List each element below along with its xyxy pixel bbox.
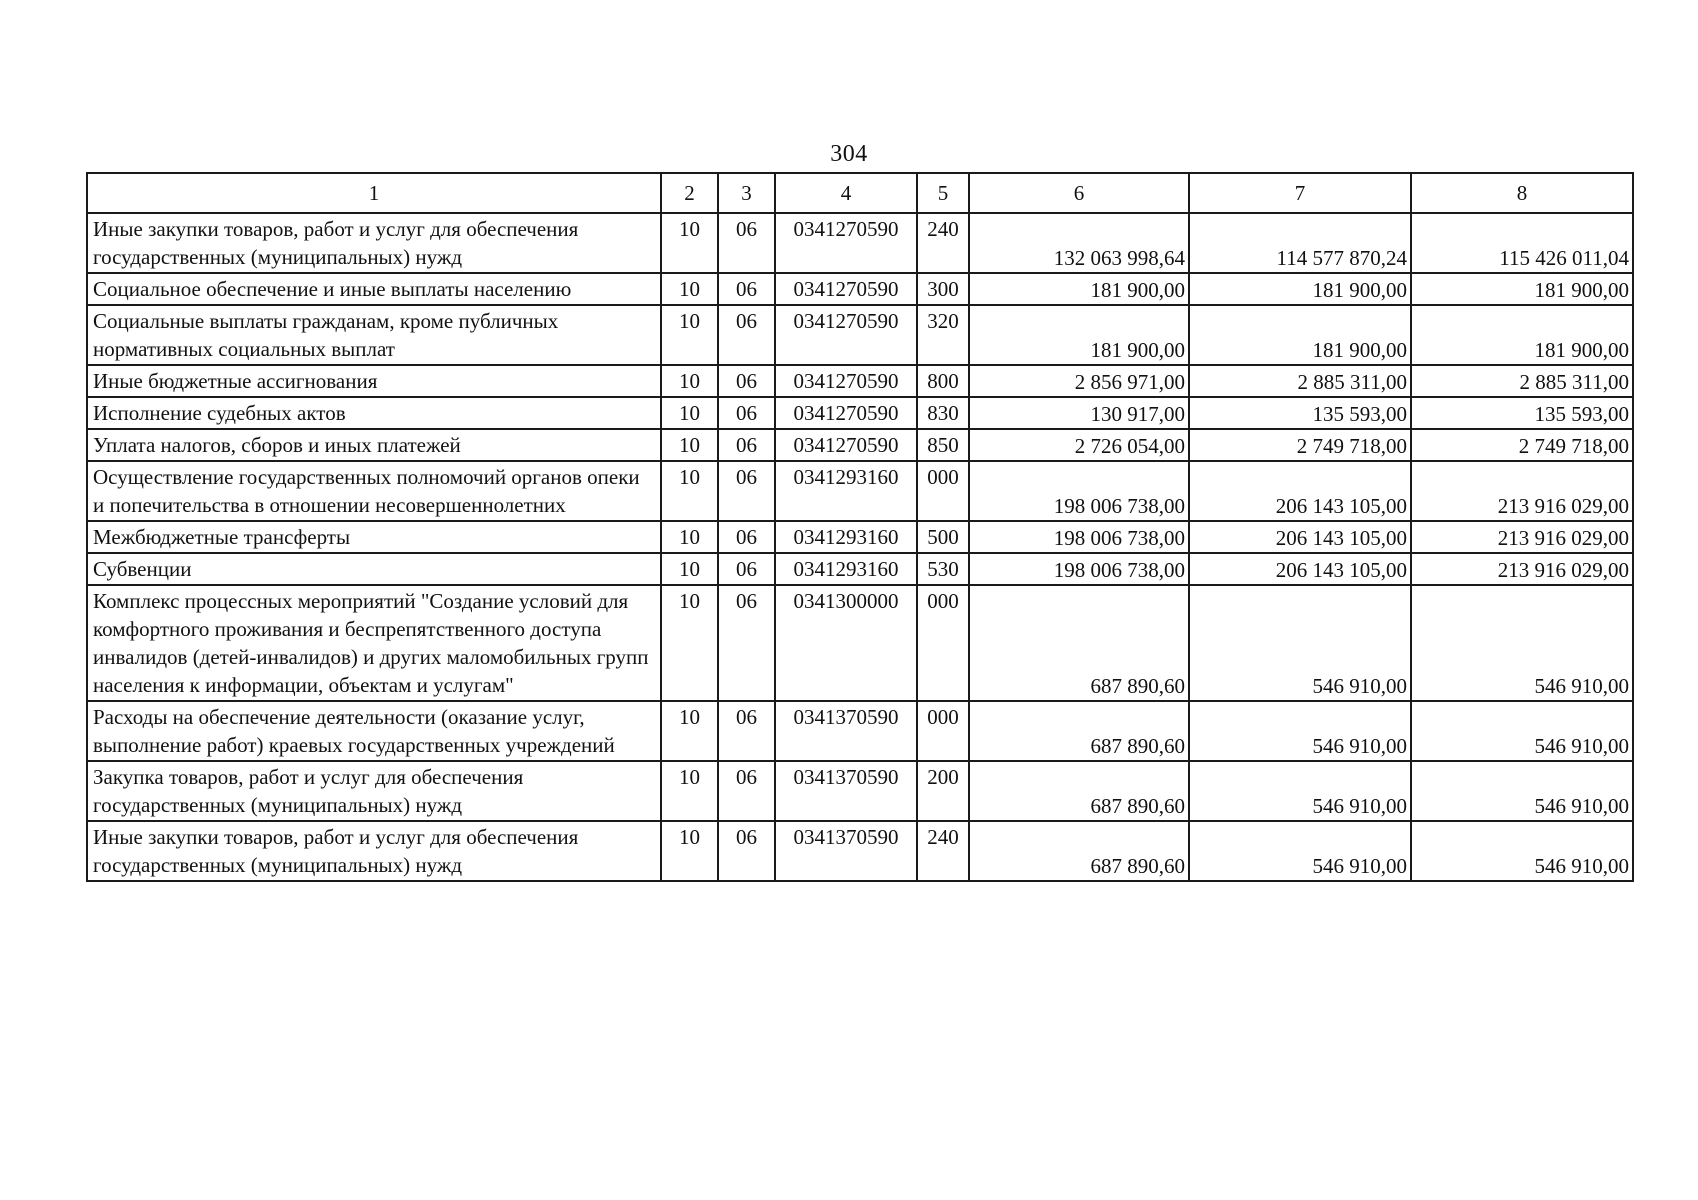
expense-type-code: 240 (917, 821, 969, 881)
section-code: 10 (661, 461, 718, 521)
target-article-code: 0341293160 (775, 553, 917, 585)
expense-type-code: 530 (917, 553, 969, 585)
amount-col-8: 546 910,00 (1411, 761, 1633, 821)
amount-col-6: 181 900,00 (969, 273, 1189, 305)
subsection-code: 06 (718, 273, 775, 305)
page-number: 304 (830, 141, 868, 167)
amount-col-8: 2 885 311,00 (1411, 365, 1633, 397)
subsection-code: 06 (718, 821, 775, 881)
amount-col-6: 687 890,60 (969, 761, 1189, 821)
table-row (87, 365, 1633, 397)
amount-col-8: 546 910,00 (1411, 821, 1633, 881)
row-name: Социальные выплаты гражданам, кроме публичных нормативных социальных выплат (87, 305, 661, 365)
section-code: 10 (661, 305, 718, 365)
column-header: 8 (1411, 173, 1633, 213)
expense-type-code: 800 (917, 365, 969, 397)
table-row (87, 305, 1633, 365)
target-article-code: 0341270590 (775, 273, 917, 305)
row-name: Субвенции (87, 553, 661, 585)
target-article-code: 0341270590 (775, 365, 917, 397)
subsection-code: 06 (718, 553, 775, 585)
row-name: Закупка товаров, работ и услуг для обеспечения государственных (муниципальных) нужд (87, 761, 661, 821)
target-article-code: 0341270590 (775, 429, 917, 461)
expense-type-code: 320 (917, 305, 969, 365)
amount-col-6: 198 006 738,00 (969, 461, 1189, 521)
amount-col-7: 206 143 105,00 (1189, 461, 1411, 521)
subsection-code: 06 (718, 429, 775, 461)
column-header: 5 (917, 173, 969, 213)
amount-col-7: 546 910,00 (1189, 585, 1411, 701)
amount-col-6: 130 917,00 (969, 397, 1189, 429)
amount-col-7: 181 900,00 (1189, 273, 1411, 305)
column-header: 6 (969, 173, 1189, 213)
column-header: 3 (718, 173, 775, 213)
amount-col-6: 2 726 054,00 (969, 429, 1189, 461)
amount-col-7: 546 910,00 (1189, 701, 1411, 761)
section-code: 10 (661, 553, 718, 585)
expense-type-code: 200 (917, 761, 969, 821)
table-header-row (87, 173, 1633, 213)
amount-col-6: 687 890,60 (969, 585, 1189, 701)
amount-col-6: 198 006 738,00 (969, 553, 1189, 585)
subsection-code: 06 (718, 521, 775, 553)
amount-col-7: 114 577 870,24 (1189, 213, 1411, 273)
section-code: 10 (661, 429, 718, 461)
row-name: Социальное обеспечение и иные выплаты населению (87, 273, 661, 305)
table-row (87, 761, 1633, 821)
amount-col-7: 181 900,00 (1189, 305, 1411, 365)
table-row (87, 397, 1633, 429)
section-code: 10 (661, 585, 718, 701)
row-name: Иные закупки товаров, работ и услуг для обеспечения государственных (муниципальных) нужд (87, 213, 661, 273)
subsection-code: 06 (718, 585, 775, 701)
amount-col-8: 213 916 029,00 (1411, 461, 1633, 521)
section-code: 10 (661, 397, 718, 429)
target-article-code: 0341370590 (775, 761, 917, 821)
expense-type-code: 240 (917, 213, 969, 273)
table-row (87, 429, 1633, 461)
amount-col-8: 181 900,00 (1411, 273, 1633, 305)
amount-col-8: 546 910,00 (1411, 701, 1633, 761)
subsection-code: 06 (718, 305, 775, 365)
target-article-code: 0341293160 (775, 521, 917, 553)
budget-table (86, 172, 1634, 882)
row-name: Осуществление государственных полномочий органов опеки и попечительства в отношении несовершеннолетних (87, 461, 661, 521)
amount-col-6: 687 890,60 (969, 701, 1189, 761)
amount-col-7: 2 885 311,00 (1189, 365, 1411, 397)
subsection-code: 06 (718, 461, 775, 521)
amount-col-7: 2 749 718,00 (1189, 429, 1411, 461)
section-code: 10 (661, 761, 718, 821)
amount-col-7: 135 593,00 (1189, 397, 1411, 429)
column-header: 2 (661, 173, 718, 213)
amount-col-7: 546 910,00 (1189, 761, 1411, 821)
amount-col-6: 198 006 738,00 (969, 521, 1189, 553)
table-row (87, 701, 1633, 761)
target-article-code: 0341270590 (775, 305, 917, 365)
row-name: Исполнение судебных актов (87, 397, 661, 429)
amount-col-8: 135 593,00 (1411, 397, 1633, 429)
target-article-code: 0341370590 (775, 821, 917, 881)
expense-type-code: 850 (917, 429, 969, 461)
column-header: 7 (1189, 173, 1411, 213)
table-row (87, 273, 1633, 305)
section-code: 10 (661, 701, 718, 761)
expense-type-code: 000 (917, 585, 969, 701)
expense-type-code: 300 (917, 273, 969, 305)
column-header: 1 (87, 173, 661, 213)
target-article-code: 0341270590 (775, 397, 917, 429)
subsection-code: 06 (718, 213, 775, 273)
table-row (87, 585, 1633, 701)
section-code: 10 (661, 213, 718, 273)
expense-type-code: 500 (917, 521, 969, 553)
subsection-code: 06 (718, 365, 775, 397)
amount-col-8: 2 749 718,00 (1411, 429, 1633, 461)
table-row (87, 553, 1633, 585)
expense-type-code: 000 (917, 461, 969, 521)
amount-col-7: 206 143 105,00 (1189, 553, 1411, 585)
amount-col-6: 2 856 971,00 (969, 365, 1189, 397)
amount-col-7: 546 910,00 (1189, 821, 1411, 881)
row-name: Уплата налогов, сборов и иных платежей (87, 429, 661, 461)
section-code: 10 (661, 821, 718, 881)
amount-col-8: 115 426 011,04 (1411, 213, 1633, 273)
target-article-code: 0341270590 (775, 213, 917, 273)
section-code: 10 (661, 521, 718, 553)
row-name: Иные закупки товаров, работ и услуг для обеспечения государственных (муниципальных) нужд (87, 821, 661, 881)
expense-type-code: 830 (917, 397, 969, 429)
row-name: Иные бюджетные ассигнования (87, 365, 661, 397)
target-article-code: 0341300000 (775, 585, 917, 701)
amount-col-8: 213 916 029,00 (1411, 521, 1633, 553)
section-code: 10 (661, 273, 718, 305)
amount-col-7: 206 143 105,00 (1189, 521, 1411, 553)
expense-type-code: 000 (917, 701, 969, 761)
target-article-code: 0341293160 (775, 461, 917, 521)
column-header: 4 (775, 173, 917, 213)
table-row (87, 461, 1633, 521)
amount-col-8: 181 900,00 (1411, 305, 1633, 365)
row-name: Комплекс процессных мероприятий "Создание условий для комфортного проживания и беспрепятственного доступа инвалидов (детей-инвалидов) и других маломобильных групп населения к информации, объектам и услугам" (87, 585, 661, 701)
table-row (87, 821, 1633, 881)
subsection-code: 06 (718, 701, 775, 761)
row-name: Расходы на обеспечение деятельности (оказание услуг, выполнение работ) краевых государственных учреждений (87, 701, 661, 761)
amount-col-8: 546 910,00 (1411, 585, 1633, 701)
target-article-code: 0341370590 (775, 701, 917, 761)
table-row (87, 213, 1633, 273)
amount-col-6: 181 900,00 (969, 305, 1189, 365)
section-code: 10 (661, 365, 718, 397)
subsection-code: 06 (718, 397, 775, 429)
amount-col-8: 213 916 029,00 (1411, 553, 1633, 585)
subsection-code: 06 (718, 761, 775, 821)
amount-col-6: 687 890,60 (969, 821, 1189, 881)
amount-col-6: 132 063 998,64 (969, 213, 1189, 273)
row-name: Межбюджетные трансферты (87, 521, 661, 553)
table-row (87, 521, 1633, 553)
